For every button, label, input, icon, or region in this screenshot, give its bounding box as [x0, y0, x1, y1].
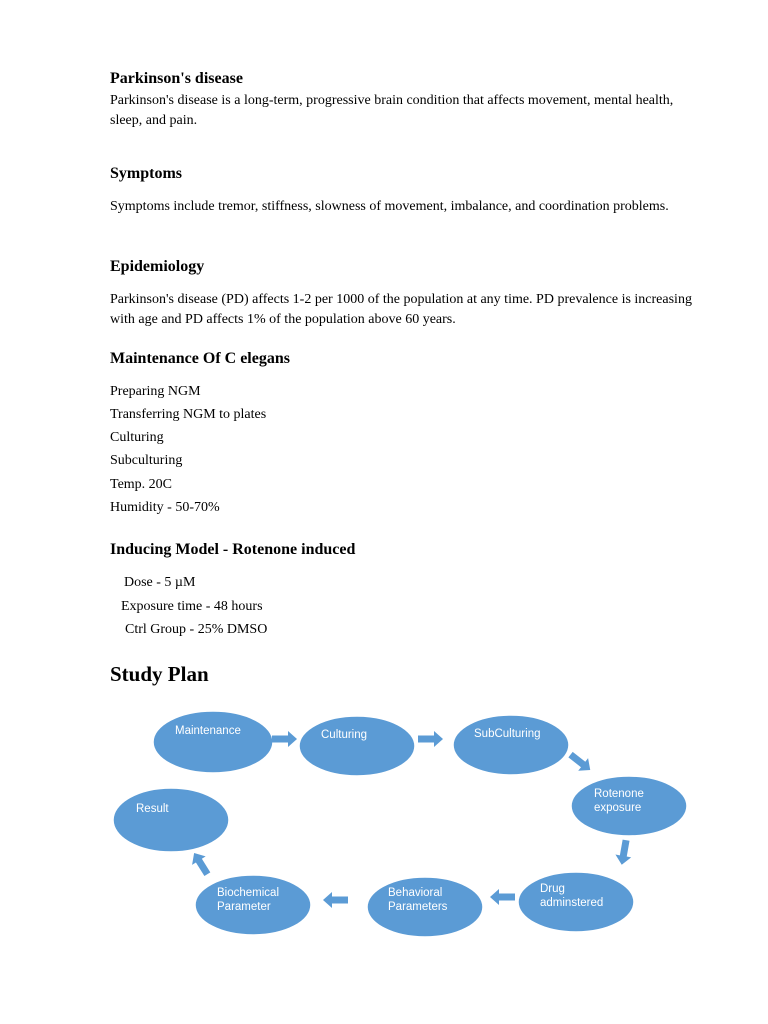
flow-node [367, 877, 483, 937]
flow-node [299, 716, 415, 776]
maintenance-item: Preparing NGM [110, 384, 201, 399]
flow-node-label: Maintenance [175, 725, 241, 737]
paragraph-symptoms: Symptoms include tremor, stiffness, slowness of movement, imbalance, and coordination problems. [110, 199, 669, 214]
inducing-item: Ctrl Group - 25% DMSO [125, 622, 268, 637]
inducing-item: Dose - 5 µM [124, 575, 196, 590]
flow-node-shape [453, 715, 569, 775]
inducing-item: Exposure time - 48 hours [121, 599, 263, 614]
flow-node-label: Culturing [321, 729, 368, 741]
maintenance-item: Humidity - 50-70% [110, 500, 220, 515]
heading-epidemiology: Epidemiology [110, 258, 205, 275]
maintenance-item: Culturing [110, 430, 164, 445]
flow-node-label: Biochemical [217, 887, 279, 899]
flow-node [113, 788, 229, 852]
flow-node [195, 875, 311, 935]
maintenance-item: Transferring NGM to plates [110, 407, 267, 422]
flow-node-label: Rotenone [594, 788, 644, 800]
flow-arrow-icon [566, 748, 596, 776]
heading-inducing-model: Inducing Model - Rotenone induced [110, 541, 356, 558]
flow-node-label: SubCulturing [474, 728, 541, 740]
maintenance-item: Temp. 20C [110, 477, 173, 492]
flow-arrow-icon [187, 849, 214, 879]
flow-arrow-icon [323, 892, 348, 908]
flow-node-label: exposure [594, 802, 642, 814]
flow-node [571, 776, 687, 836]
flow-node-shape [113, 788, 229, 852]
flow-arrow-icon [614, 839, 634, 866]
flow-node [518, 872, 634, 932]
flow-node-label: Result [136, 803, 169, 815]
maintenance-item: Subculturing [110, 453, 183, 468]
flow-node [153, 711, 273, 773]
flow-node-label: Drug [540, 883, 565, 895]
study-plan-flowchart [0, 700, 768, 950]
heading-parkinsons: Parkinson's disease [110, 70, 243, 87]
flow-node-shape [299, 716, 415, 776]
flow-node-label: Parameter [217, 901, 271, 913]
flow-arrow-icon [418, 731, 443, 747]
paragraph-parkinsons: Parkinson's disease is a long-term, progressive brain condition that affects movement, mental health, sleep, and pain. [110, 93, 674, 128]
heading-symptoms: Symptoms [110, 165, 183, 182]
flow-node [453, 715, 569, 775]
paragraph-epidemiology: Parkinson's disease (PD) affects 1-2 per 1000 of the population at any time. PD prevalence is increasing with age and PD affects 1% of the population above 60 years. [110, 292, 692, 327]
flow-node-label: adminstered [540, 897, 604, 909]
flow-arrow-icon [272, 731, 297, 747]
study-plan-title: Study Plan [110, 662, 209, 686]
heading-maintenance: Maintenance Of C elegans [110, 350, 290, 367]
flow-node-label: Parameters [388, 901, 448, 913]
flow-node-shape [153, 711, 273, 773]
flow-node-label: Behavioral [388, 887, 443, 899]
flow-arrow-icon [490, 889, 515, 905]
